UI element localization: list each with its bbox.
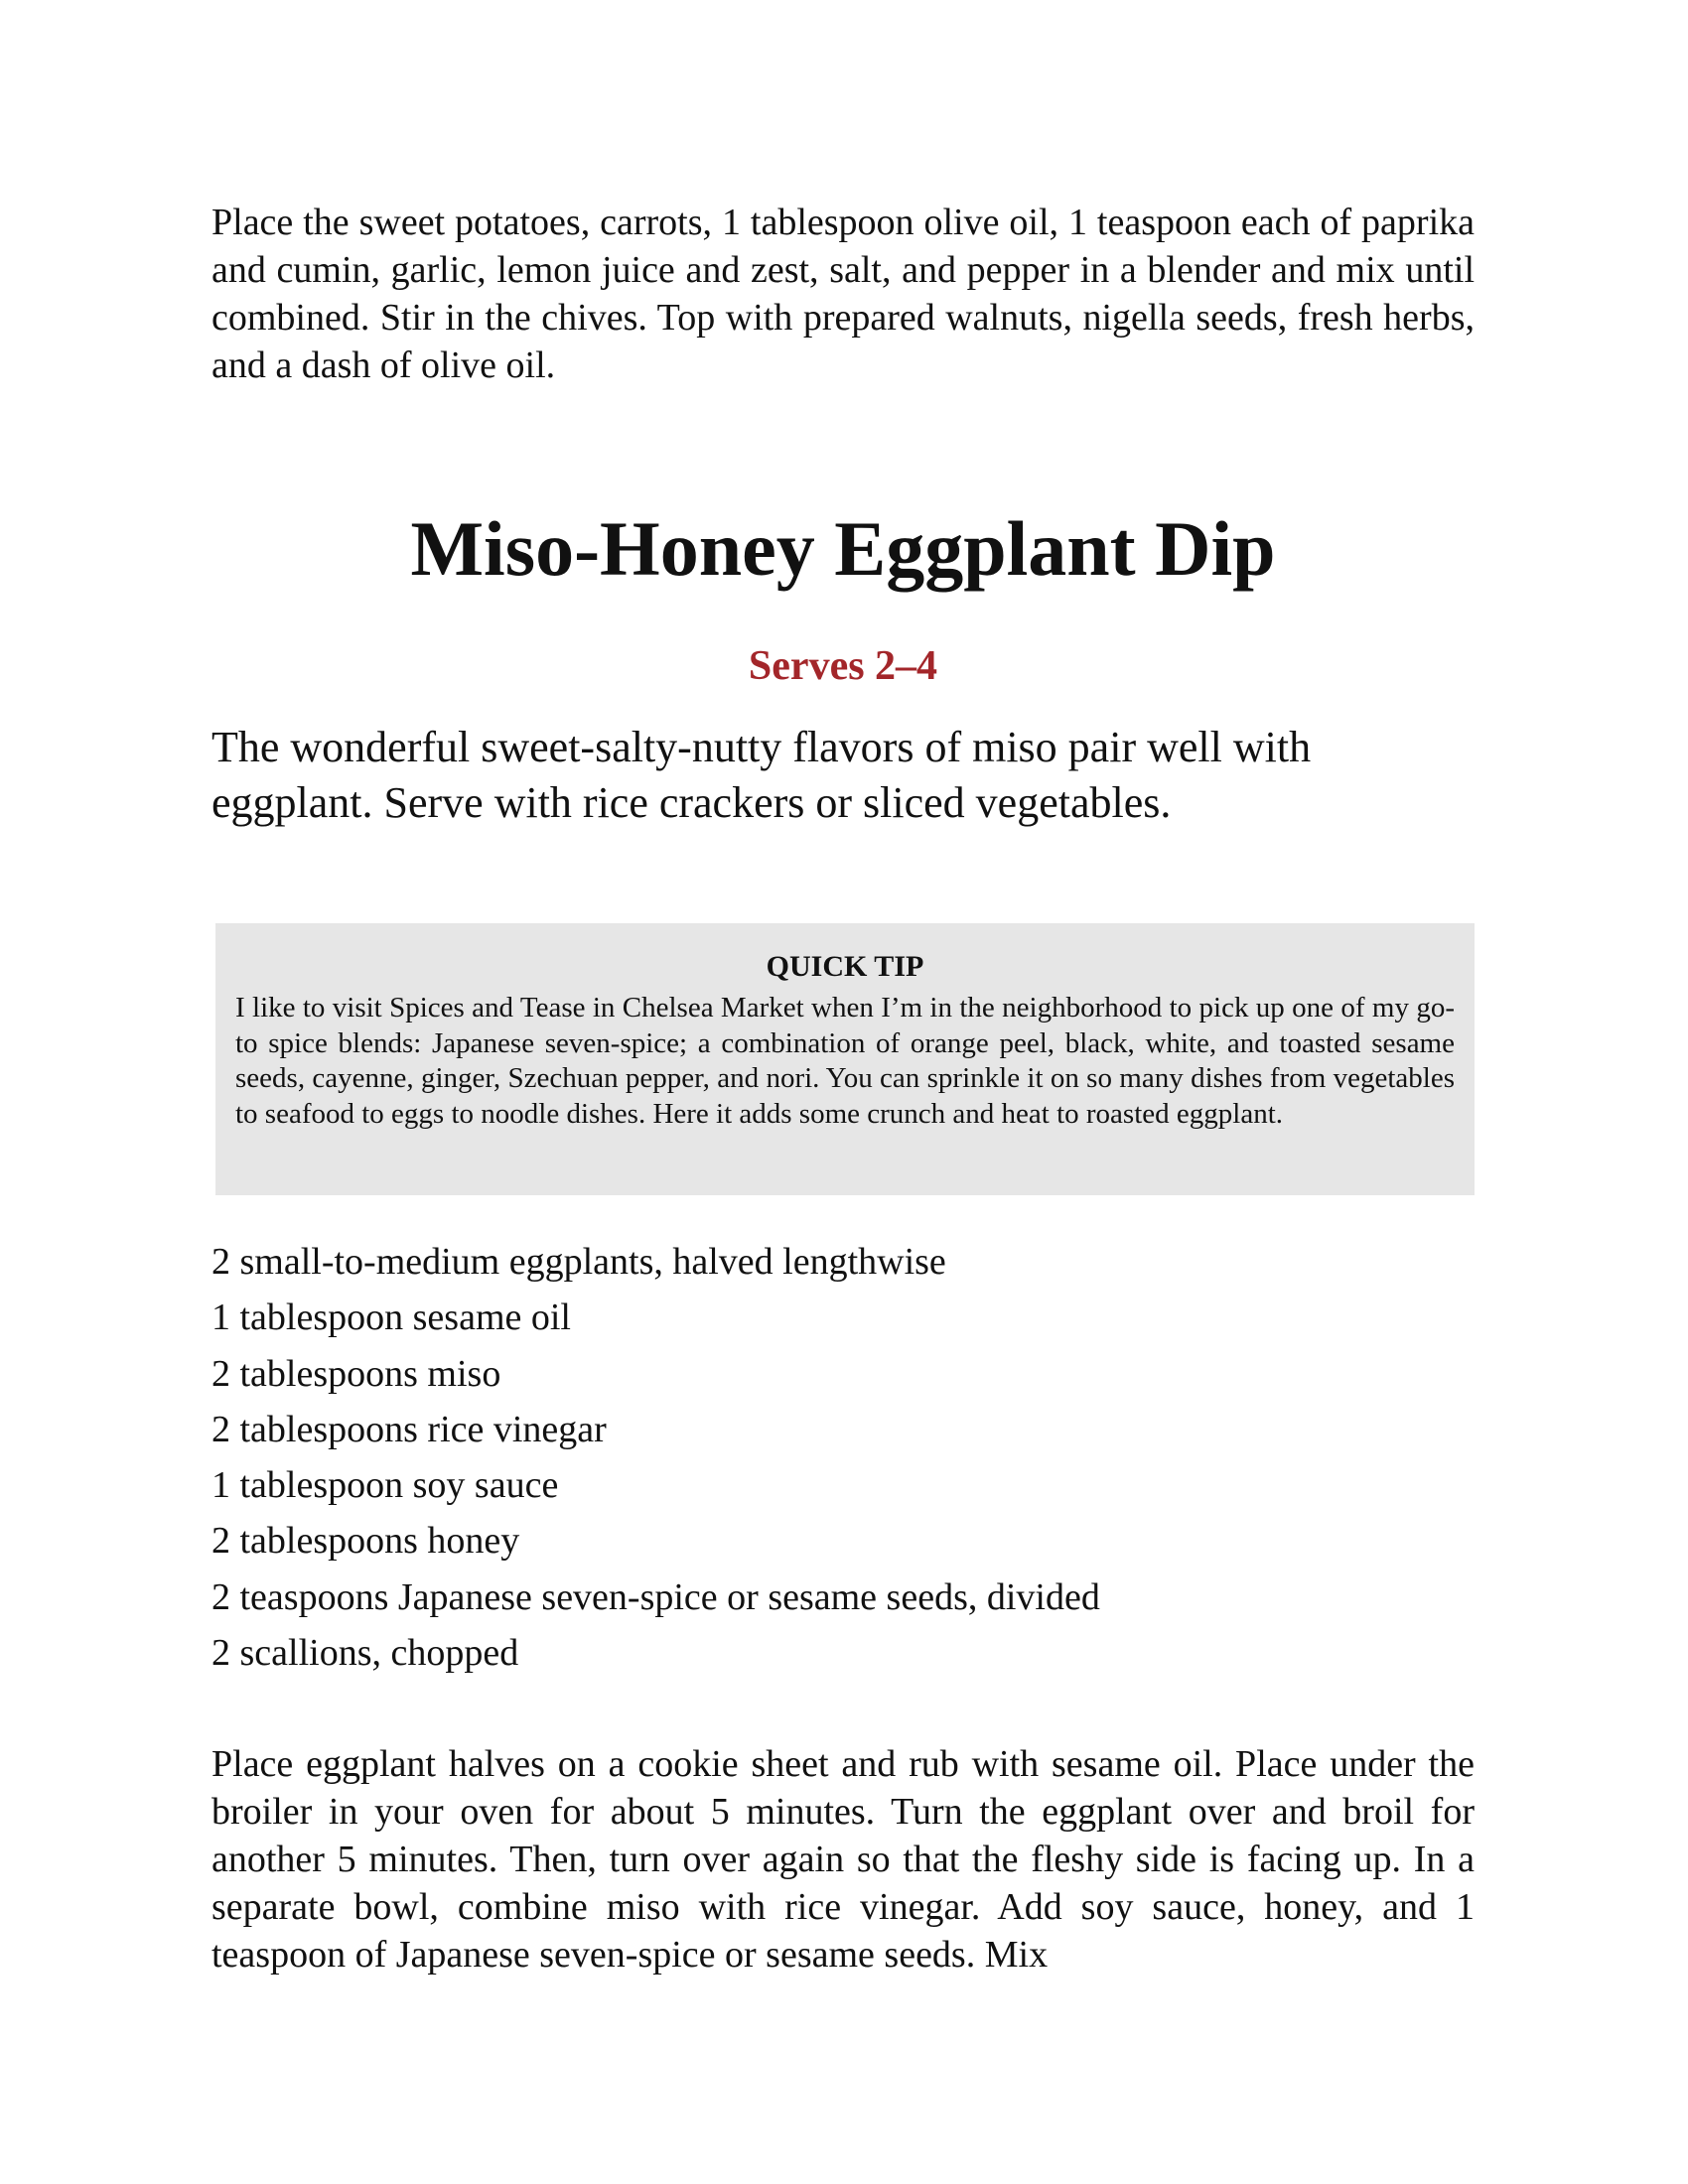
intro-paragraph: Place the sweet potatoes, carrots, 1 tablespoon olive oil, 1 teaspoon each of paprika and cumin, garlic, lemon juice and zest, salt, and pepper in a blender and mix until combined. Stir in the chives. Top with prepared walnuts, nigella seeds, fresh herbs, and a dash of olive oil. <box>211 202 1475 386</box>
ingredient-item: 2 small-to-medium eggplants, halved lengthwise <box>211 1241 946 1283</box>
quick-tip-box <box>215 923 1475 1195</box>
quick-tip-heading: QUICK TIP <box>766 950 924 983</box>
method-paragraph: Place eggplant halves on a cookie sheet and rub with sesame oil. Place under the broiler in your oven for about 5 minutes. Turn the eggplant over and broil for another 5 minutes. Then, turn over again so that the fleshy side is facing up. In a separate bowl, combine miso with rice vinegar. Add soy sauce, honey, and 1 teaspoon of Japanese seven-spice or sesame seeds. Mix <box>211 1743 1475 1976</box>
ingredient-item: 1 tablespoon soy sauce <box>211 1464 559 1507</box>
serves-subtitle: Serves 2–4 <box>748 643 938 689</box>
ingredient-item: 2 teaspoons Japanese seven-spice or sesame seeds, divided <box>211 1575 1100 1618</box>
ingredient-item: 2 tablespoons rice vinegar <box>211 1408 607 1450</box>
ingredient-item: 1 tablespoon sesame oil <box>211 1297 571 1339</box>
recipe-title: Miso-Honey Eggplant Dip <box>410 505 1276 592</box>
ingredient-list <box>211 1234 1475 1681</box>
ingredient-item: 2 tablespoons miso <box>211 1352 501 1395</box>
ingredient-item: 2 scallions, chopped <box>211 1632 519 1675</box>
recipe-description: The wonderful sweet-salty-nutty flavors of miso pair well with eggplant. Serve with rice crackers or sliced vegetables. <box>211 723 1312 827</box>
quick-tip-body: I like to visit Spices and Tease in Chelsea Market when I’m in the neighborhood to pick up one of my go-to spice blends: Japanese seven-spice; a combination of orange peel, black, white, and toasted sesame seeds, cayenne, ginger, Szechuan pepper, and nori. You can sprinkle it on so many dishes from vegetables to seafood to eggs to noodle dishes. Here it adds some crunch and heat to roasted eggplant. <box>235 992 1455 1130</box>
ingredient-item: 2 tablespoons honey <box>211 1520 520 1563</box>
